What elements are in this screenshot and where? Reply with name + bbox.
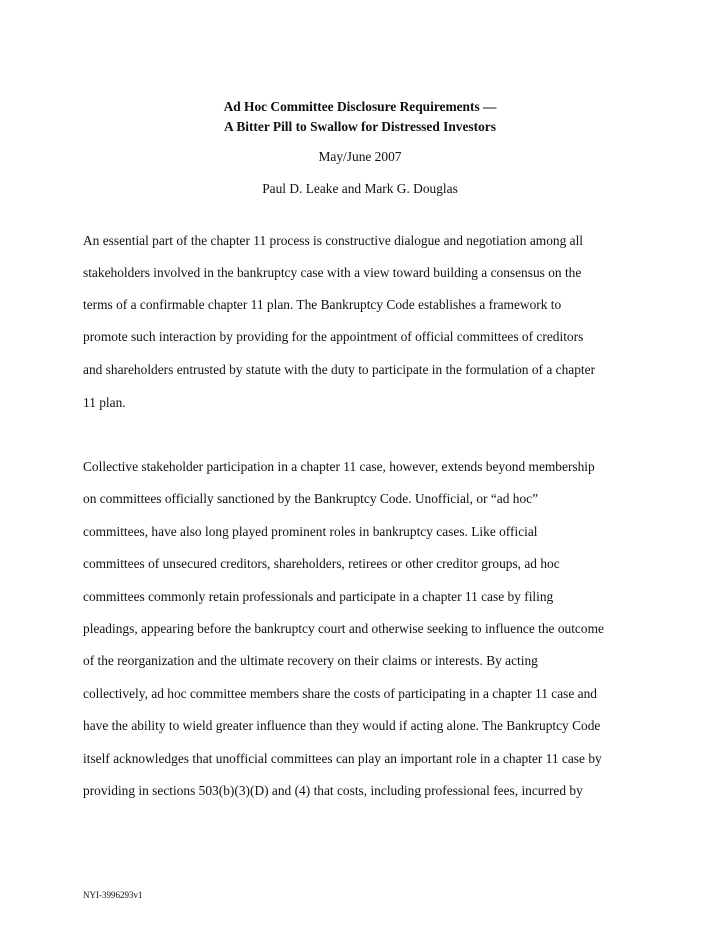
paragraph-line: committees of unsecured creditors, shareholders, retirees or other creditor groups, ad hoc (83, 556, 560, 571)
paragraph-line: terms of a confirmable chapter 11 plan. The Bankruptcy Code establishes a framework to (83, 297, 562, 312)
paragraph-line: Collective stakeholder participation in a chapter 11 case, however, extends beyond membership (83, 459, 595, 474)
publication-date: May/June 2007 (318, 149, 402, 164)
paragraph-line: promote such interaction by providing for the appointment of official committees of creditors (83, 329, 584, 344)
paragraph-line: stakeholders involved in the bankruptcy case with a view toward building a consensus on the (83, 265, 582, 280)
paragraph-line: of the reorganization and the ultimate recovery on their claims or interests. By acting (83, 653, 538, 668)
paragraph-line: providing in sections 503(b)(3)(D) and (4) that costs, including professional fees, incurred by (83, 783, 583, 798)
paragraph-line: and shareholders entrusted by statute with the duty to participate in the formulation of a chapter (83, 362, 596, 377)
paragraph-line: pleadings, appearing before the bankruptcy court and otherwise seeking to influence the outcome (83, 621, 604, 636)
paragraph-line: on committees officially sanctioned by the Bankruptcy Code. Unofficial, or “ad hoc” (83, 491, 539, 506)
paragraph-line: committees, have also long played prominent roles in bankruptcy cases. Like official (83, 524, 538, 539)
paragraph-line: collectively, ad hoc committee members share the costs of participating in a chapter 11 case and (83, 686, 597, 701)
authors: Paul D. Leake and Mark G. Douglas (262, 181, 458, 196)
paragraph-line: itself acknowledges that unofficial committees can play an important role in a chapter 11 case by (83, 751, 602, 766)
paragraph-line: An essential part of the chapter 11 process is constructive dialogue and negotiation among all (83, 233, 584, 248)
document-title-line-2: A Bitter Pill to Swallow for Distressed Investors (224, 119, 496, 134)
document-id-footer: NYI-3996293v1 (83, 890, 143, 900)
document-title-line-1: Ad Hoc Committee Disclosure Requirements — (223, 99, 497, 114)
paragraph-line: committees commonly retain professionals and participate in a chapter 11 case by filing (83, 589, 554, 604)
paragraph-line: have the ability to wield greater influence than they would if acting alone. The Bankruptcy Code (83, 718, 601, 733)
paragraph-line: 11 plan. (83, 395, 126, 410)
